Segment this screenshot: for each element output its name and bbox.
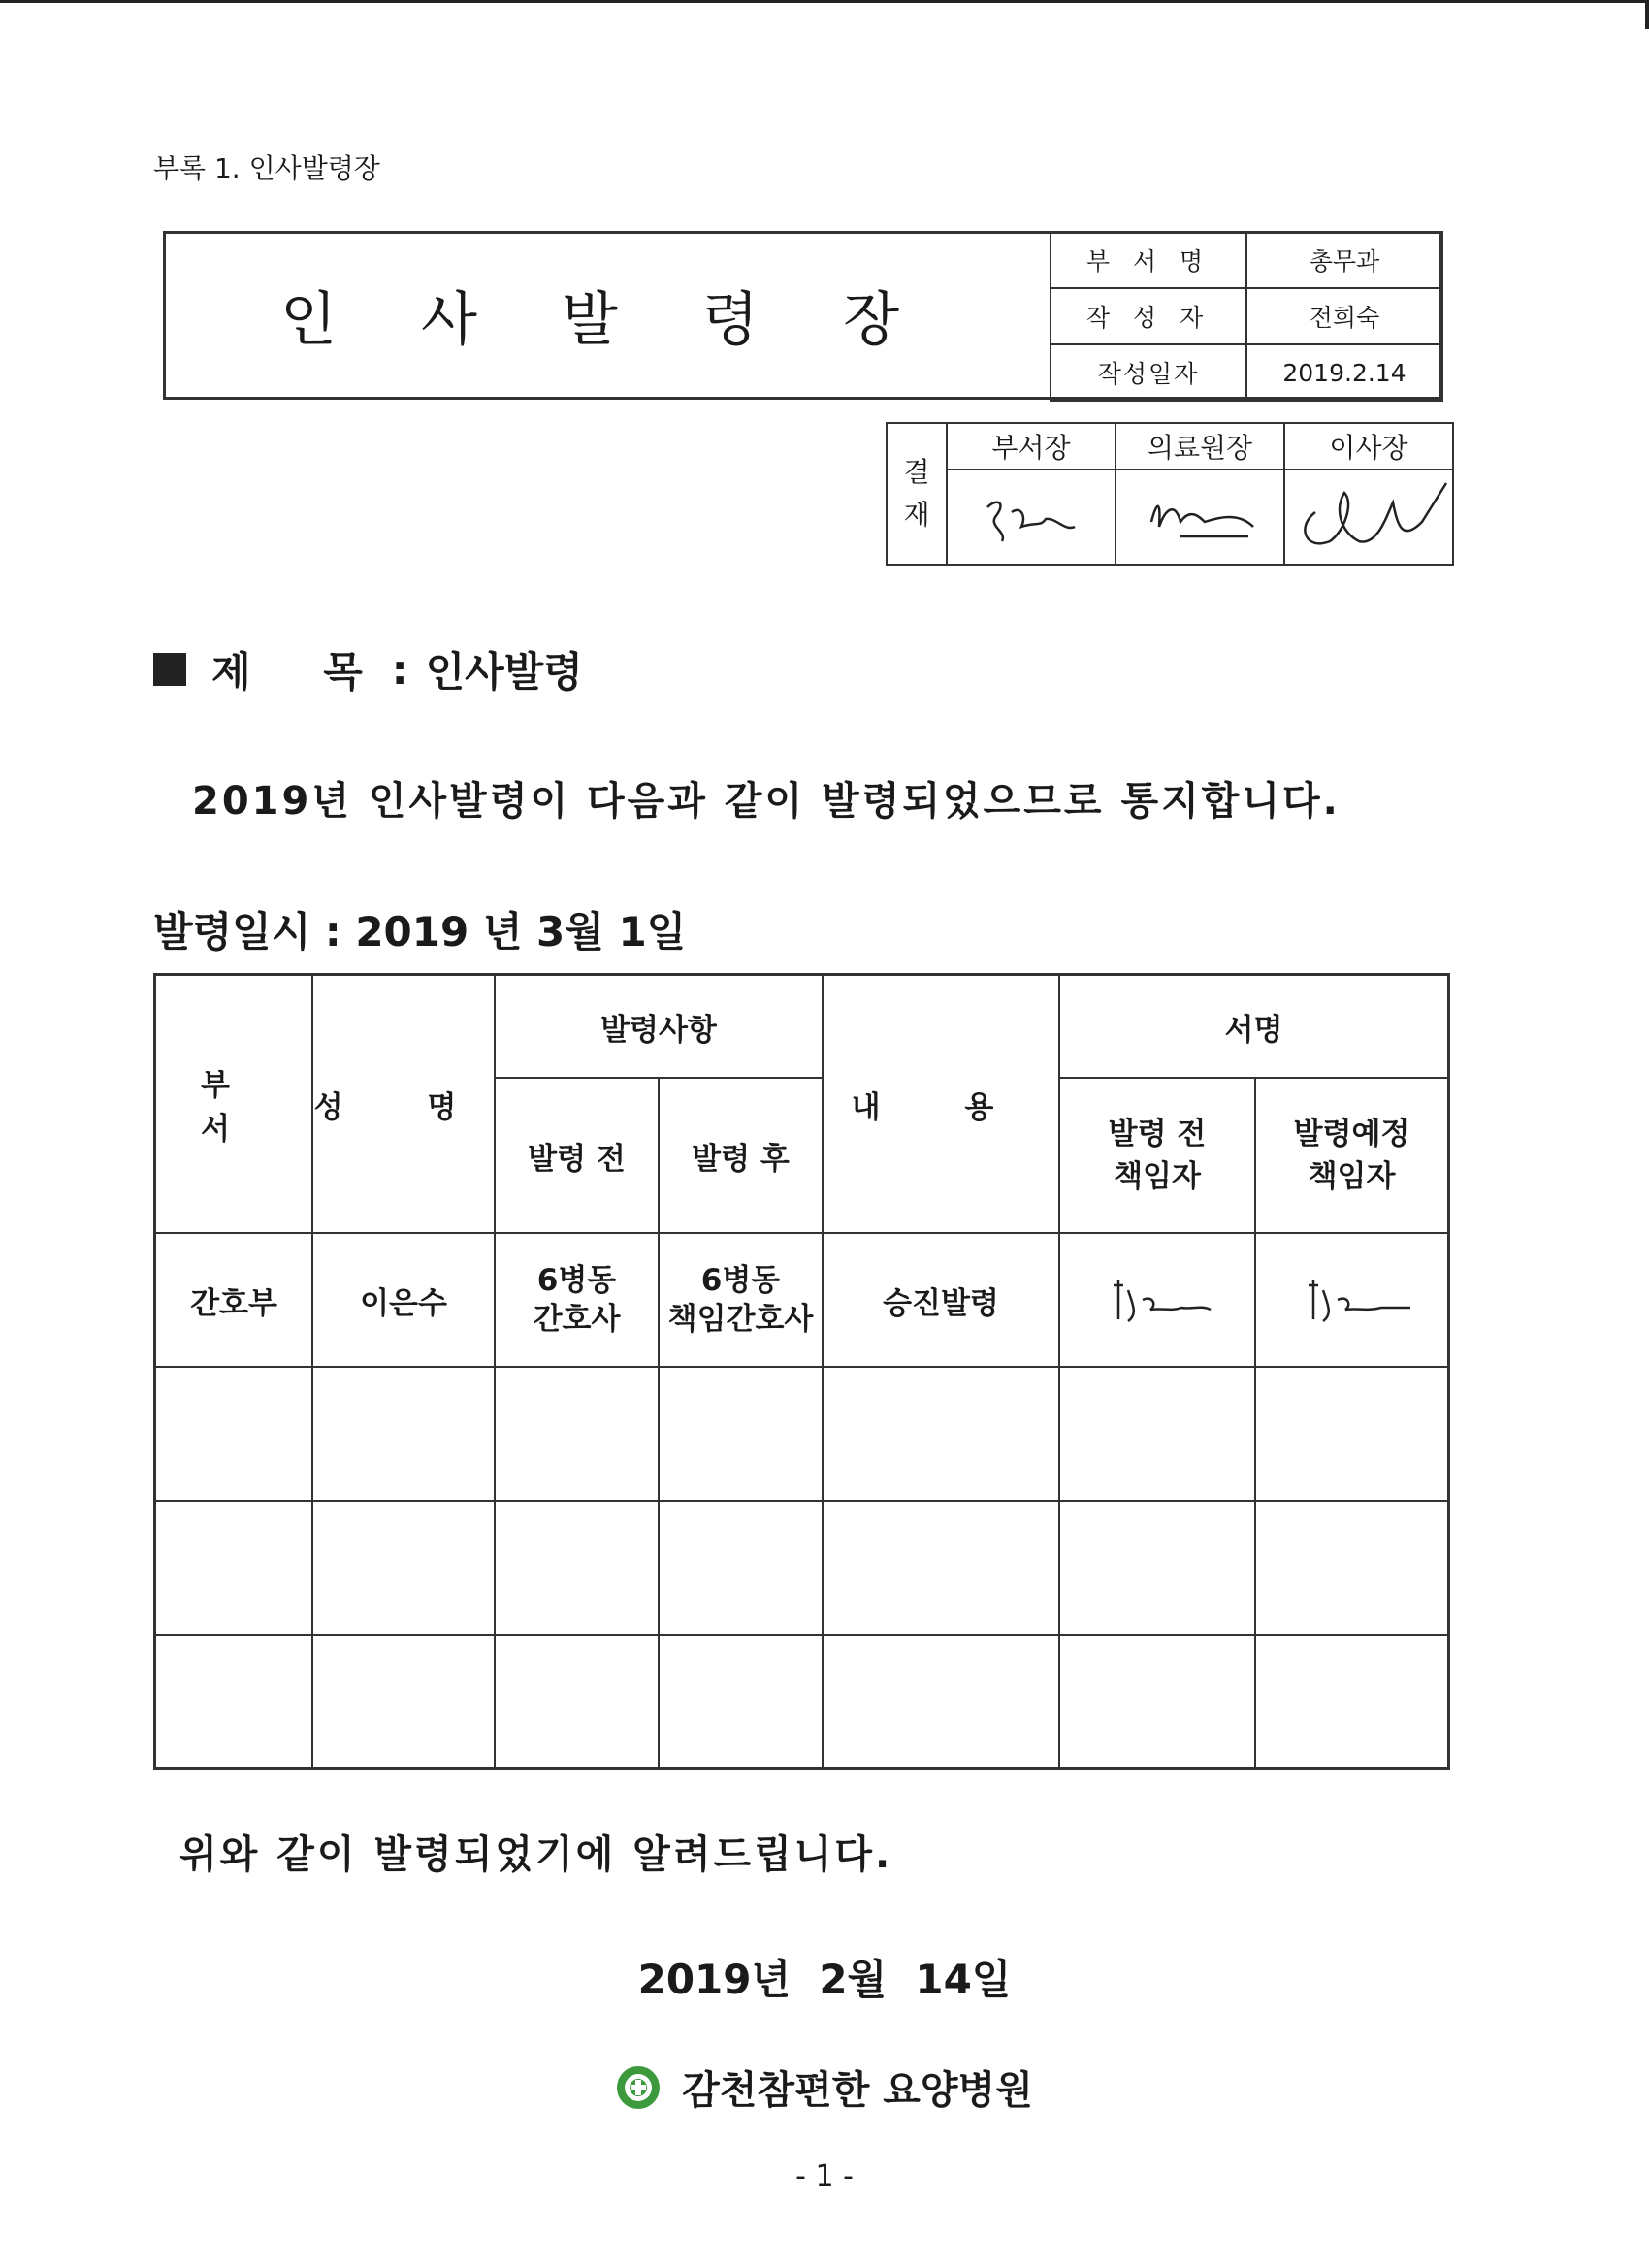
empty-cell [155,1501,313,1635]
empty-cell [495,1501,659,1635]
col-header-content [823,975,1059,1234]
approval-sign-row [887,470,1453,565]
meta-row [1051,288,1442,344]
scan-corner-edge [1645,0,1649,29]
col-header-dept-label: 부 서 [201,1068,267,1147]
empty-cell [1255,1367,1449,1501]
table-row-empty [155,1367,1449,1501]
hospital-footer [0,2059,1649,2115]
empty-cell [823,1635,1059,1769]
empty-cell [312,1501,495,1635]
empty-cell [495,1367,659,1501]
col-header-name [312,975,495,1234]
empty-cell [1059,1367,1255,1501]
empty-cell [659,1635,823,1769]
empty-cell [823,1367,1059,1501]
meta-value-dept: 총무과 [1246,232,1442,288]
closing-text: 위와 같이 발령되었기에 알려드립니다. [179,1832,893,1877]
approval-role-chairman: 이사장 [1284,423,1453,470]
table-row-empty [155,1501,1449,1635]
bullet-square-icon [153,653,186,686]
cell-before [495,1233,659,1367]
page-number: - 1 - [795,2159,854,2193]
table-header-row [155,975,1449,1079]
empty-cell [495,1635,659,1769]
col-header-order-group: 발령사항 [495,975,823,1079]
effective-date: 발령일시 : 2019 년 3월 1일 [153,908,687,956]
col-header-sign-after-2: 책임자 [1308,1159,1396,1194]
col-header-sign-before-1: 발령 전 [1108,1117,1207,1151]
col-header-sign-group: 서명 [1059,975,1449,1079]
hospital-name: 감천참편한 요양병원 [682,2068,1033,2113]
cell-dept: 간호부 [155,1233,313,1367]
empty-cell [1255,1635,1449,1769]
cell-content: 승진발령 [823,1233,1059,1367]
scan-top-edge [0,0,1649,3]
meta-value-author: 전희숙 [1246,288,1442,344]
approval-side-label-2: 재 [903,499,930,531]
empty-cell [155,1635,313,1769]
cell-after [659,1233,823,1367]
subject-line [153,640,583,698]
issue-date: 2019년 2월 14일 [637,1956,1012,2003]
empty-cell [312,1367,495,1501]
meta-label-dept: 부 서 명 [1051,232,1246,288]
table-row-empty [155,1635,1449,1769]
meta-label-author: 작 성 자 [1051,288,1246,344]
table-row [155,1233,1449,1367]
personnel-order-table [153,973,1450,1770]
meta-label-date: 작성일자 [1051,344,1246,401]
meta-row [1051,232,1442,288]
col-header-sign-before [1059,1078,1255,1233]
notice-text: 2019년 인사발령이 다음과 같이 발령되었으므로 통지합니다. [192,779,1341,824]
cell-before-1: 6병동 [536,1263,617,1298]
meta-table [1050,231,1443,402]
approval-side-label-1: 결 [903,456,930,488]
approval-role-dept-head: 부서장 [947,423,1116,470]
signature-before-manager [1059,1233,1255,1367]
approval-table [886,422,1454,566]
col-header-content-label: 내 용 [851,1089,1031,1125]
signature-chairman [1284,470,1453,565]
col-header-sign-after [1255,1078,1449,1233]
col-header-dept [155,975,313,1234]
signature-dept-head [947,470,1116,565]
empty-cell [823,1501,1059,1635]
hospital-logo-icon [616,2065,661,2110]
cell-after-2: 책임간호사 [667,1302,814,1337]
approval-role-director: 의료원장 [1116,423,1284,470]
appendix-label: 부록 1. 인사발령장 [153,152,380,184]
subject-label: 제 목 [211,648,392,696]
signature-director [1116,470,1284,565]
cell-name: 이은수 [312,1233,495,1367]
col-header-sign-after-1: 발령예정 [1293,1117,1410,1151]
empty-cell [1255,1501,1449,1635]
subject-value: 인사발령 [425,648,583,696]
empty-cell [312,1635,495,1769]
document-title: 인 사 발 령 장 [279,286,933,354]
col-header-after: 발령 후 [659,1078,823,1233]
signature-after-manager [1255,1233,1449,1367]
col-header-sign-before-2: 책임자 [1114,1159,1201,1194]
cell-before-2: 간호사 [533,1302,621,1337]
meta-row [1051,344,1442,401]
cell-after-1: 6병동 [700,1263,781,1298]
empty-cell [1059,1501,1255,1635]
col-header-before: 발령 전 [495,1078,659,1233]
subject-separator: : [391,645,408,694]
empty-cell [659,1367,823,1501]
meta-value-date: 2019.2.14 [1246,344,1442,401]
empty-cell [659,1501,823,1635]
approval-side-label [887,423,947,565]
col-header-name-label: 성 명 [313,1089,494,1125]
empty-cell [1059,1635,1255,1769]
empty-cell [155,1367,313,1501]
approval-header-row [887,423,1453,470]
